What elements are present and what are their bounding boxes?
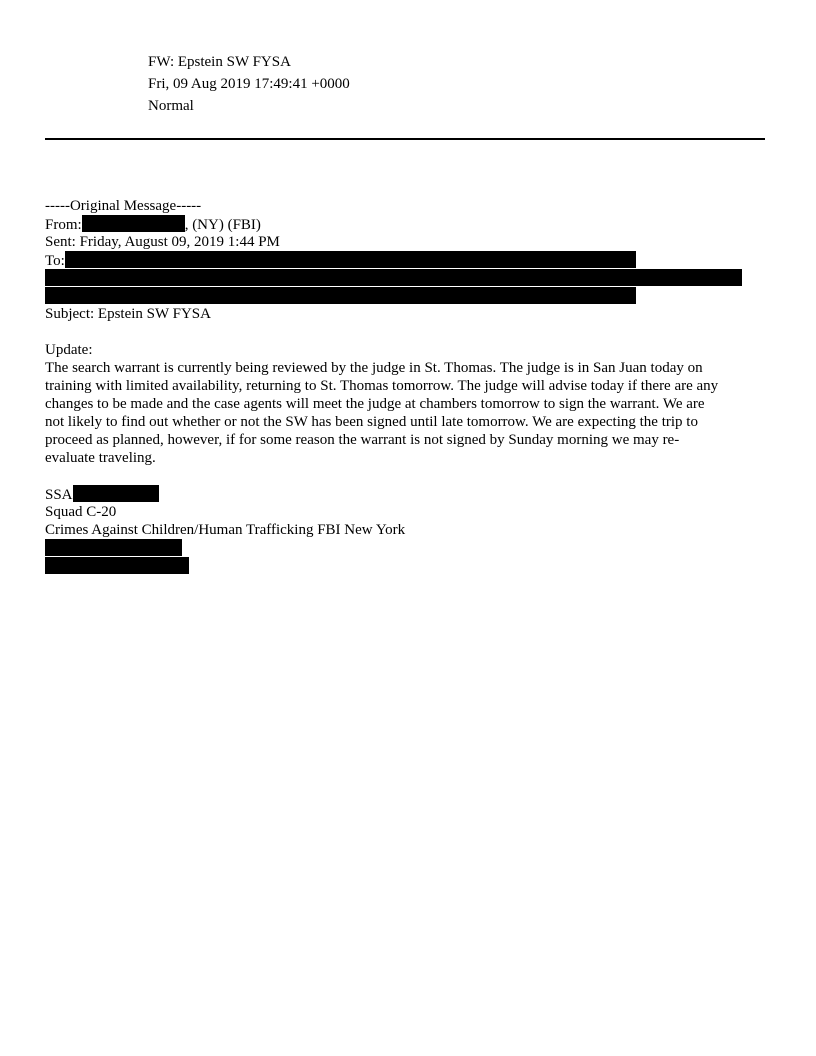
paragraph-line: proceed as planned, however, if for some reason the warrant is not signed by Sunday morning we may re- <box>45 432 680 448</box>
to-prefix: To: <box>45 253 65 269</box>
spacer <box>45 323 765 341</box>
redaction-bar <box>82 215 185 232</box>
signature-title-line <box>45 485 765 503</box>
redaction-bar <box>45 269 742 286</box>
redaction-bar <box>73 485 159 502</box>
original-message-marker: -----Original Message----- <box>45 198 202 214</box>
from-suffix: , (NY) (FBI) <box>184 217 261 233</box>
signature-title-prefix: SSA <box>45 487 73 503</box>
update-label: Update: <box>45 342 93 358</box>
signature-squad: Squad C-20 <box>45 504 117 520</box>
redaction-bar <box>45 557 189 574</box>
sent-line: Sent: Friday, August 09, 2019 1:44 PM <box>45 234 280 250</box>
importance-row <box>0 97 600 119</box>
redaction-bar <box>65 251 636 268</box>
subject-line: Subject: Epstein SW FYSA <box>45 306 211 322</box>
signature-unit: Crimes Against Children/Human Trafficking FBI New York <box>45 522 406 538</box>
email-header <box>0 53 600 119</box>
paragraph-line: not likely to find out whether or not the SW has been signed until late tomorrow. We are expecting the trip to <box>45 414 698 430</box>
paragraph-line: evaluate traveling. <box>45 450 156 466</box>
to-line <box>45 251 765 269</box>
paragraph-line: changes to be made and the case agents will meet the judge at chambers tomorrow to sign the warrant. We are <box>45 396 705 412</box>
message-body <box>45 197 765 575</box>
to-line-continued <box>45 287 765 305</box>
from-prefix: From: <box>45 217 82 233</box>
redaction-bar <box>45 539 182 556</box>
subject-row <box>0 53 600 75</box>
date-row <box>0 75 600 97</box>
importance-value: Normal <box>148 98 194 114</box>
signature-contact-line <box>45 539 765 557</box>
paragraph-line: The search warrant is currently being reviewed by the judge in St. Thomas. The judge is in San Juan today on <box>45 360 703 376</box>
from-line <box>45 215 765 233</box>
paragraph-line: training with limited availability, returning to St. Thomas tomorrow. The judge will advise today if there are any <box>45 378 719 394</box>
signature-contact-line <box>45 557 765 575</box>
to-line-continued <box>45 269 765 287</box>
spacer <box>45 467 765 485</box>
subject-value: FW: Epstein SW FYSA <box>148 54 291 70</box>
header-divider <box>45 138 765 140</box>
redaction-bar <box>45 287 636 304</box>
date-value: Fri, 09 Aug 2019 17:49:41 +0000 <box>148 76 350 92</box>
update-paragraph <box>45 359 757 467</box>
